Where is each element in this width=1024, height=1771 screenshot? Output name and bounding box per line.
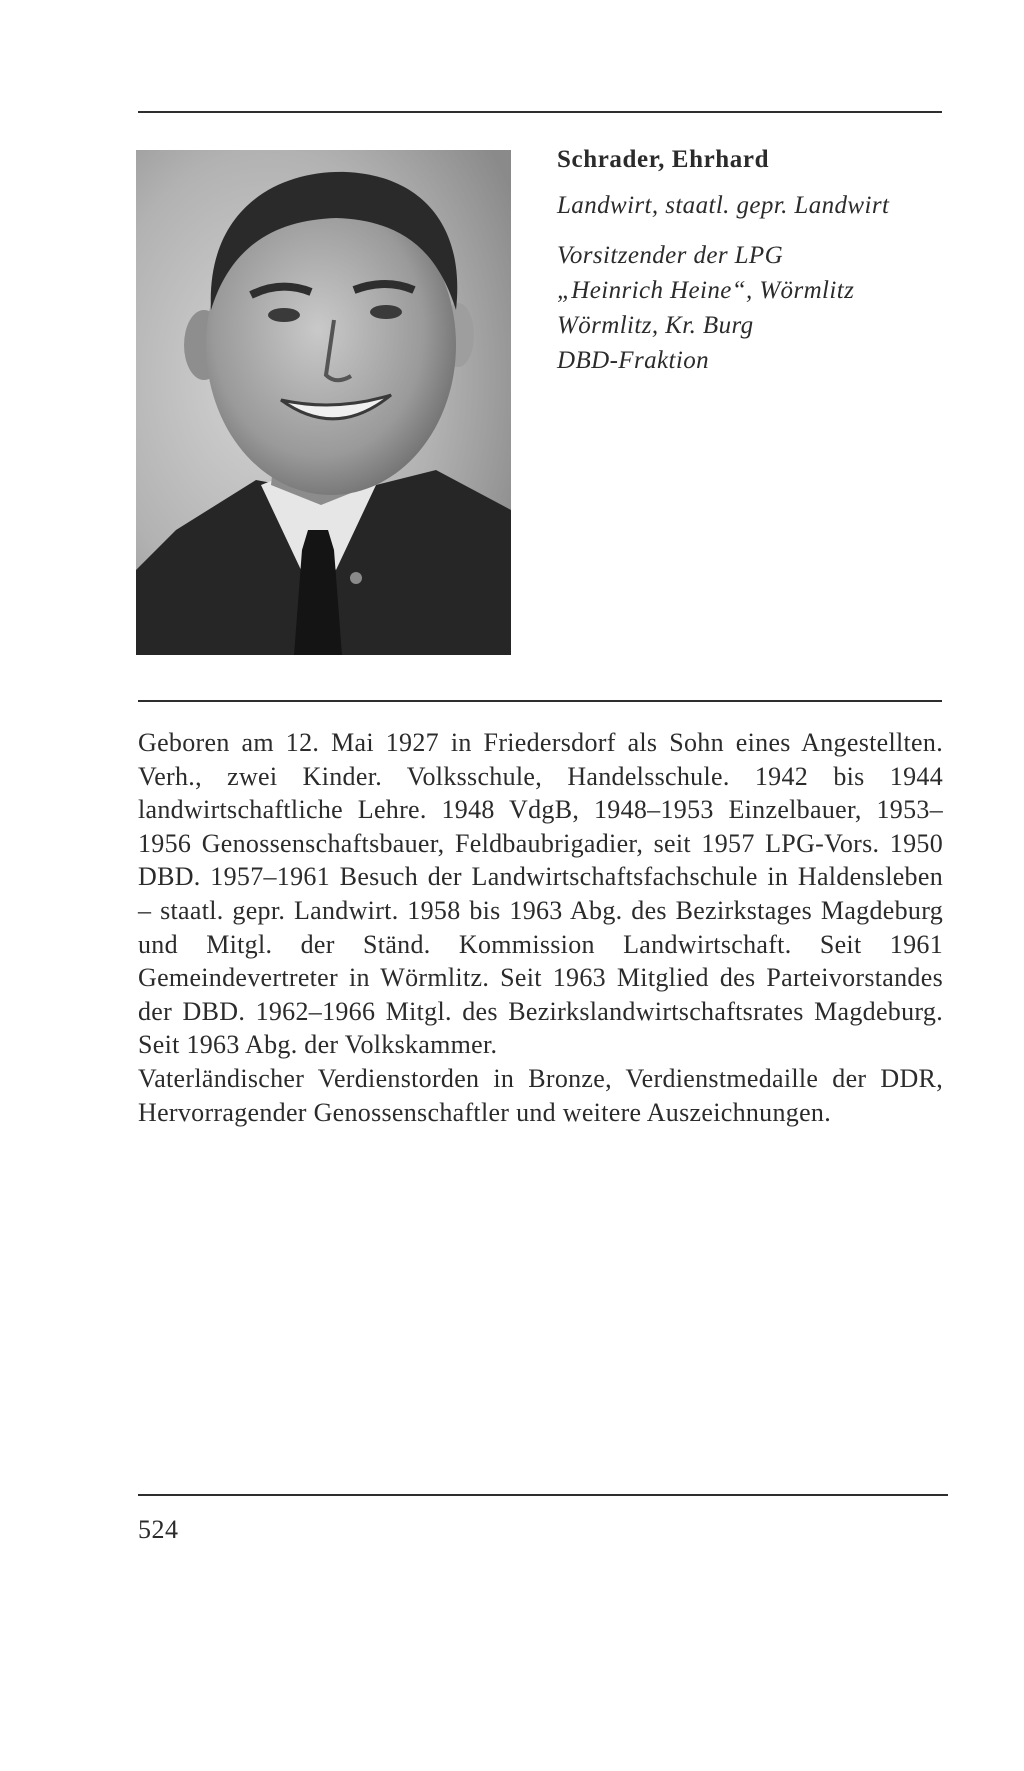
parliamentary-group: DBD-Fraktion <box>557 347 709 374</box>
position-line-2: „Heinrich Heine“, Wörmlitz <box>557 277 855 304</box>
person-name: Schrader, Ehrhard <box>557 146 770 173</box>
entry-header <box>557 140 957 378</box>
biography-paragraph: Geboren am 12. Mai 1927 in Friedersdorf als Sohn eines Angestellten. Verh., zwei Kinder. Volksschule, Handelsschule. 1942 bis 1944 landwirtschaftliche Lehre. 1948 VdgB, 1948–1953 Einzelbauer, 1953–1956 Genossenschaftsbauer, Feldbaubrigadier, seit 1957 LPG-Vors. 1950 DBD. 1957–1961 Besuch der Landwirtschaftsfachschule in Haldensleben – staatl. gepr. Landwirt. 1958 bis 1963 Abg. des Bezirkstages Magdeburg und Mitgl. der Ständ. Kommission Landwirtschaft. Seit 1961 Gemeindevertreter in Wörmlitz. Seit 1963 Mitglied des Parteivorstandes der DBD. 1962–1966 Mitgl. des Bezirkslandwirtschaftsrates Magdeburg. Seit 1963 Abg. der Volkskammer. <box>138 728 943 1060</box>
portrait-photo <box>136 150 511 655</box>
residence: Wörmlitz, Kr. Burg <box>557 312 754 339</box>
middle-rule <box>138 700 942 702</box>
page-number: 524 <box>138 1515 179 1544</box>
bottom-rule <box>138 1494 948 1496</box>
top-rule <box>138 111 942 113</box>
position-line-1: Vorsitzender der LPG <box>557 242 784 269</box>
occupation: Landwirt, staatl. gepr. Landwirt <box>557 192 890 219</box>
awards-paragraph: Vaterländischer Verdienstorden in Bronze, Verdienstmedaille der DDR, Hervorragender Genossenschaftler und weitere Auszeichnungen. <box>138 1063 943 1127</box>
biography <box>138 726 943 1129</box>
